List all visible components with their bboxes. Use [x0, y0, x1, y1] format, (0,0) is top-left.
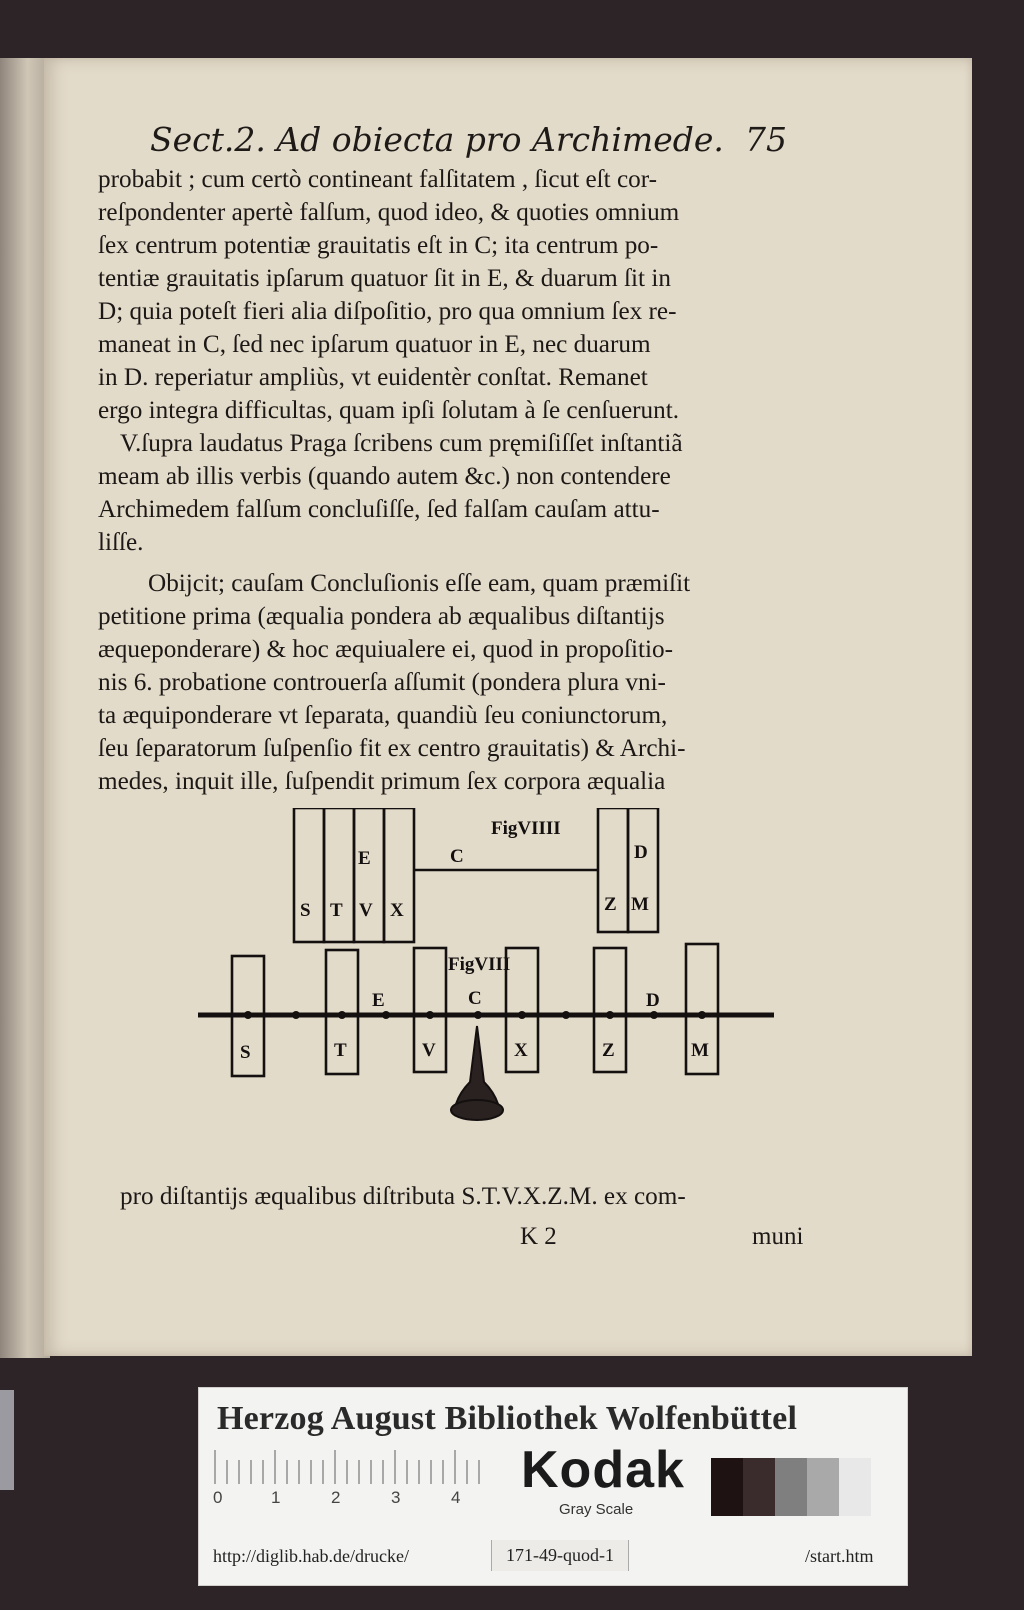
ruler-numbers — [213, 1488, 513, 1512]
top-weight-t — [324, 808, 354, 942]
bottom-label-d: D — [646, 990, 660, 1011]
top-label-m: M — [631, 894, 649, 915]
text-line: probabit ; cum certò contineant falſitatem , ſicut eſt cor- — [98, 166, 658, 193]
text-line: meam ab illis verbis (quando autem &c.) non contendere — [98, 463, 671, 490]
text-line: æqueponderare) & hoc æquiualere ei, quod in propoſitio- — [98, 636, 673, 663]
beam-point — [338, 1011, 346, 1019]
bottom-label-s: S — [240, 1042, 251, 1063]
top-weight-s — [294, 808, 324, 942]
catchword: muni — [752, 1223, 804, 1250]
top-label-v: V — [359, 900, 373, 921]
bottom-label-c: C — [468, 988, 482, 1009]
kodak-logo: Kodak — [521, 1441, 685, 1499]
gray-scale-label: Gray Scale — [559, 1501, 634, 1518]
page-number: 75 — [745, 120, 787, 159]
top-label-s: S — [300, 900, 311, 921]
text-line: Archimedem falſum concluſiſſe, ſed falſam cauſam attu- — [98, 496, 660, 523]
fulcrum — [456, 1026, 498, 1104]
beam-point — [244, 1011, 252, 1019]
text-line: Obijcit; cauſam Concluſionis eſſe eam, quam præmiſit — [148, 570, 691, 597]
beam-point — [650, 1011, 658, 1019]
url-id: 171-49-quod-1 — [491, 1540, 629, 1571]
header-title: Sect.2. Ad obiecta pro Archimede. — [150, 120, 724, 159]
ruler-number: 3 — [391, 1488, 401, 1507]
bottom-label-x: X — [514, 1040, 528, 1061]
top-label-t: T — [330, 900, 343, 921]
bottom-label-v: V — [422, 1040, 436, 1061]
text-line: maneat in C, ſed nec ipſarum quatuor in E, nec duarum — [98, 331, 651, 358]
text-line: V.ſupra laudatus Praga ſcribens cum pręmiſiſſet inſtantiã — [120, 430, 683, 457]
facing-page-edge — [0, 58, 50, 1358]
gray-swatch — [839, 1458, 871, 1516]
running-header — [150, 120, 800, 164]
text-line: liſſe. — [98, 529, 144, 556]
text-line: ſex centrum potentiæ grauitatis eſt in C; ita centrum po- — [98, 232, 659, 259]
text-line: reſpondenter apertè falſum, quod ideo, & quoties omnium — [98, 199, 680, 226]
beam-point — [698, 1011, 706, 1019]
text-line: ergo integra difficultas, quam ipſi ſolutam à ſe cenſuerunt. — [98, 397, 680, 424]
figure-svg — [188, 808, 788, 1178]
text-line: D; quia poteſt fieri alia diſpoſitio, pro qua omnium ſex re- — [98, 298, 677, 325]
beam-point — [426, 1011, 434, 1019]
gray-swatch — [775, 1458, 807, 1516]
text-line: ta æquiponderare vt ſeparata, quandiù ſeu coniunctorum, — [98, 702, 668, 729]
card-title: Herzog August Bibliothek Wolfenbüttel — [217, 1400, 798, 1437]
top-label-x: X — [390, 900, 404, 921]
top-label-z: Z — [604, 894, 617, 915]
gray-swatch — [807, 1458, 839, 1516]
beam-point — [562, 1011, 570, 1019]
beam-point — [474, 1011, 482, 1019]
beam-point — [518, 1011, 526, 1019]
body-text — [98, 163, 858, 798]
ruler-number: 1 — [271, 1488, 281, 1507]
ruler-number: 2 — [331, 1488, 341, 1507]
top-weight-x — [384, 808, 414, 942]
fulcrum-base — [451, 1100, 503, 1120]
binding-edge — [0, 1390, 14, 1490]
signature-mark: K 2 — [520, 1223, 557, 1250]
figure-title-top: FigVIIII — [491, 818, 561, 839]
bottom-label-z: Z — [602, 1040, 615, 1061]
beam-point — [292, 1011, 300, 1019]
gray-scale-swatches — [711, 1458, 871, 1516]
ruler-ticks — [213, 1450, 493, 1486]
gray-swatch — [711, 1458, 743, 1516]
text-line: petitione prima (æqualia pondera ab æqualibus diſtantijs — [98, 603, 665, 630]
beam-point — [606, 1011, 614, 1019]
figure-woodcut — [188, 808, 788, 1178]
top-label-e: E — [358, 848, 371, 869]
text-line: tentiæ grauitatis ipſarum quatuor ſit in E, & duarum ſit in — [98, 265, 671, 292]
ruler-number: 0 — [213, 1488, 223, 1507]
text-line: ſeu ſeparatorum ſuſpenſio fit ex centro grauitatis) & Archi- — [98, 735, 686, 762]
gray-swatch — [743, 1458, 775, 1516]
text-line: medes, inquit ille, ſuſpendit primum ſex corpora æqualia — [98, 768, 666, 795]
top-weight-v — [354, 808, 384, 942]
ruler-number: 4 — [451, 1488, 461, 1507]
text-line: in D. reperiatur ampliùs, vt euidentèr conſtat. Remanet — [98, 364, 648, 391]
text-line: nis 6. probatione controuerſa aſſumit (pondera plura vni- — [98, 669, 666, 696]
beam-point — [382, 1011, 390, 1019]
bottom-label-e: E — [372, 990, 385, 1011]
figure-caption: pro diſtantijs æqualibus diſtributa S.T.V.X.Z.M. ex com- — [120, 1183, 686, 1210]
top-label-d: D — [634, 842, 648, 863]
top-label-c: C — [450, 846, 464, 867]
url-base: http://diglib.hab.de/drucke/ — [213, 1546, 409, 1566]
url-row — [213, 1540, 893, 1572]
library-color-card — [198, 1387, 908, 1586]
bottom-label-t: T — [334, 1040, 347, 1061]
figure-title-bottom: FigVIII — [448, 954, 511, 975]
url-end: /start.htm — [805, 1546, 874, 1566]
bottom-label-m: M — [691, 1040, 709, 1061]
